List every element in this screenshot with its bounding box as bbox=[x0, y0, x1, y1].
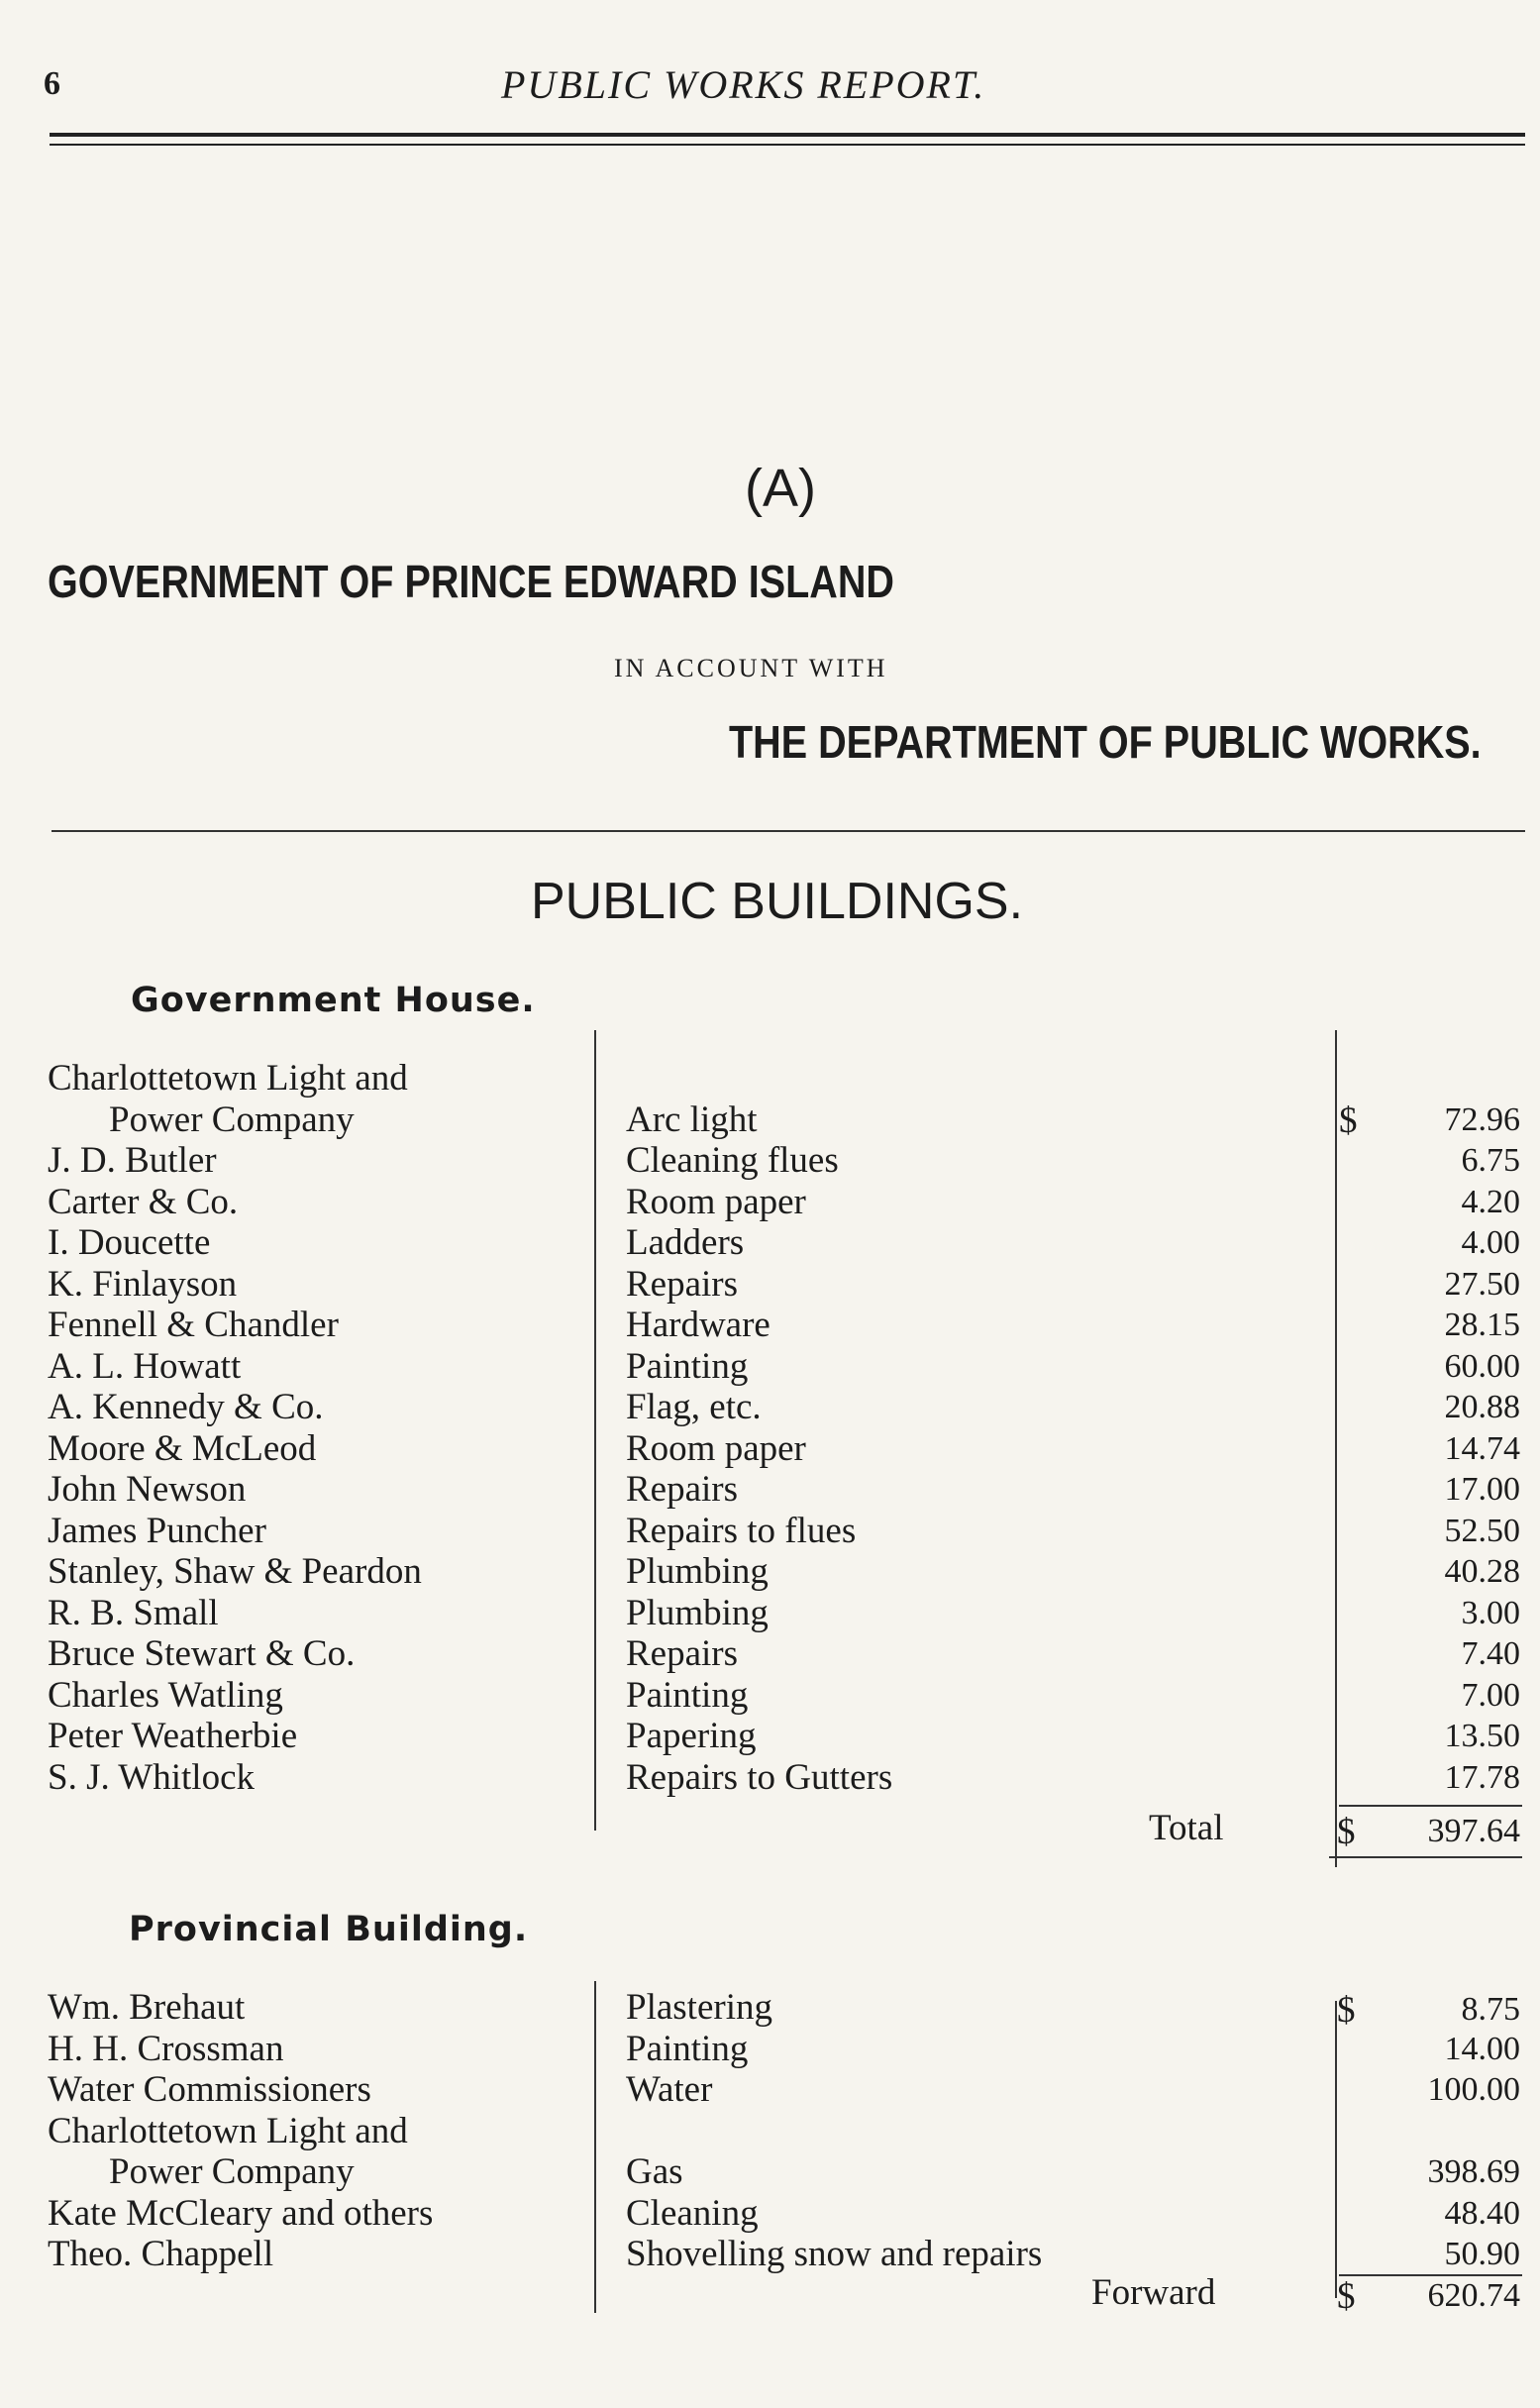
amount: 20.88 bbox=[1444, 1389, 1520, 1425]
payee: John Newson bbox=[48, 1469, 247, 1510]
header-rule bbox=[50, 133, 1525, 137]
in-account-with: IN ACCOUNT WITH bbox=[614, 654, 888, 682]
payee: R. B. Small bbox=[48, 1593, 219, 1633]
item-description: Repairs bbox=[626, 1633, 739, 1674]
column-divider bbox=[594, 1030, 596, 1831]
payee: Bruce Stewart & Co. bbox=[48, 1633, 356, 1674]
payee: Charlottetown Light and bbox=[48, 1058, 408, 1099]
amount: 40.28 bbox=[1444, 1553, 1520, 1590]
total-label: Total bbox=[1149, 1808, 1224, 1848]
amount: 14.00 bbox=[1444, 2031, 1520, 2067]
amount: 8.75 bbox=[1461, 1991, 1520, 2028]
government-title: GOVERNMENT OF PRINCE EDWARD ISLAND bbox=[48, 556, 894, 607]
payee-continued: Power Company bbox=[109, 1099, 355, 1140]
item-description: Repairs bbox=[626, 1264, 739, 1305]
payee: Theo. Chappell bbox=[48, 2234, 274, 2274]
amount: 3.00 bbox=[1461, 1595, 1520, 1631]
item-description: Water bbox=[626, 2069, 713, 2110]
dollar-sign: $ bbox=[1337, 2276, 1356, 2317]
item-description: Flag, etc. bbox=[626, 1387, 762, 1427]
payee: Carter & Co. bbox=[48, 1182, 239, 1222]
amount: 398.69 bbox=[1427, 2153, 1520, 2190]
item-description: Room paper bbox=[626, 1428, 806, 1469]
payee: J. D. Butler bbox=[48, 1140, 217, 1181]
forward-amount: 620.74 bbox=[1427, 2277, 1520, 2314]
item-description: Gas bbox=[626, 2151, 683, 2192]
amount: 6.75 bbox=[1461, 1142, 1520, 1179]
amount: 48.40 bbox=[1444, 2195, 1520, 2232]
payee: I. Doucette bbox=[48, 1222, 211, 1263]
payee: Moore & McLeod bbox=[48, 1428, 317, 1469]
item-description: Shovelling snow and repairs bbox=[626, 2234, 1043, 2274]
payee: James Puncher bbox=[48, 1511, 266, 1551]
item-description: Arc light bbox=[626, 1099, 758, 1140]
payee: H. H. Crossman bbox=[48, 2029, 284, 2069]
amount: 60.00 bbox=[1444, 1348, 1520, 1385]
amount: 14.74 bbox=[1444, 1430, 1520, 1467]
amount-column-divider bbox=[1335, 2001, 1337, 2298]
payee: S. J. Whitlock bbox=[48, 1757, 255, 1798]
payee: Fennell & Chandler bbox=[48, 1305, 339, 1345]
item-description: Cleaning flues bbox=[626, 1140, 839, 1181]
payee: Peter Weatherbie bbox=[48, 1716, 298, 1756]
amount-column-divider bbox=[1335, 1030, 1337, 1867]
forward-label: Forward bbox=[1091, 2272, 1216, 2313]
column-divider bbox=[594, 1981, 596, 2313]
section-title: PUBLIC BUILDINGS. bbox=[531, 873, 1024, 930]
total-amount: 397.64 bbox=[1427, 1813, 1520, 1849]
payee: Charles Watling bbox=[48, 1675, 283, 1716]
payee: Water Commissioners bbox=[48, 2069, 371, 2110]
payee: A. Kennedy & Co. bbox=[48, 1387, 324, 1427]
section-letter: (A) bbox=[745, 459, 816, 518]
amount: 100.00 bbox=[1427, 2071, 1520, 2108]
item-description: Hardware bbox=[626, 1305, 770, 1345]
item-description: Repairs bbox=[626, 1469, 739, 1510]
dollar-sign: $ bbox=[1339, 1100, 1358, 1141]
item-description: Painting bbox=[626, 1346, 749, 1387]
amount: 13.50 bbox=[1444, 1718, 1520, 1754]
item-description: Ladders bbox=[626, 1222, 745, 1263]
amount: 28.15 bbox=[1444, 1307, 1520, 1343]
item-description: Plumbing bbox=[626, 1551, 769, 1592]
payee: Wm. Brehaut bbox=[48, 1987, 246, 2028]
amount: 50.90 bbox=[1444, 2236, 1520, 2272]
payee: K. Finlayson bbox=[48, 1264, 238, 1305]
header-rule-thin bbox=[50, 144, 1525, 146]
payee: Charlottetown Light and bbox=[48, 2111, 408, 2151]
dollar-sign: $ bbox=[1337, 1812, 1356, 1852]
provincial-building-heading: Provincial Building. bbox=[129, 1910, 529, 1949]
page-number: 6 bbox=[44, 65, 60, 102]
item-description: Repairs to flues bbox=[626, 1511, 857, 1551]
amount: 7.00 bbox=[1461, 1677, 1520, 1714]
department-title: THE DEPARTMENT OF PUBLIC WORKS. bbox=[729, 716, 1482, 768]
payee: Kate McCleary and others bbox=[48, 2193, 434, 2234]
item-description: Cleaning bbox=[626, 2193, 759, 2234]
payee-continued: Power Company bbox=[109, 2151, 355, 2192]
amount: 17.00 bbox=[1444, 1471, 1520, 1508]
amount: 72.96 bbox=[1444, 1101, 1520, 1138]
amount: 52.50 bbox=[1444, 1513, 1520, 1549]
government-house-heading: Government House. bbox=[131, 981, 536, 1020]
item-description: Painting bbox=[626, 2029, 749, 2069]
item-description: Plastering bbox=[626, 1987, 772, 2028]
running-title: PUBLIC WORKS REPORT. bbox=[501, 62, 986, 107]
payee: A. L. Howatt bbox=[48, 1346, 242, 1387]
payee: Stanley, Shaw & Peardon bbox=[48, 1551, 422, 1592]
total-rule bbox=[1339, 1805, 1522, 1807]
amount: 7.40 bbox=[1461, 1635, 1520, 1672]
title-rule bbox=[51, 830, 1525, 832]
item-description: Plumbing bbox=[626, 1593, 769, 1633]
amount: 17.78 bbox=[1444, 1759, 1520, 1796]
amount: 27.50 bbox=[1444, 1266, 1520, 1303]
item-description: Papering bbox=[626, 1716, 757, 1756]
item-description: Room paper bbox=[626, 1182, 806, 1222]
dollar-sign: $ bbox=[1337, 1990, 1356, 2031]
amount: 4.20 bbox=[1461, 1184, 1520, 1220]
item-description: Painting bbox=[626, 1675, 749, 1716]
amount: 4.00 bbox=[1461, 1224, 1520, 1261]
total-underline bbox=[1329, 1856, 1522, 1858]
item-description: Repairs to Gutters bbox=[626, 1757, 893, 1798]
